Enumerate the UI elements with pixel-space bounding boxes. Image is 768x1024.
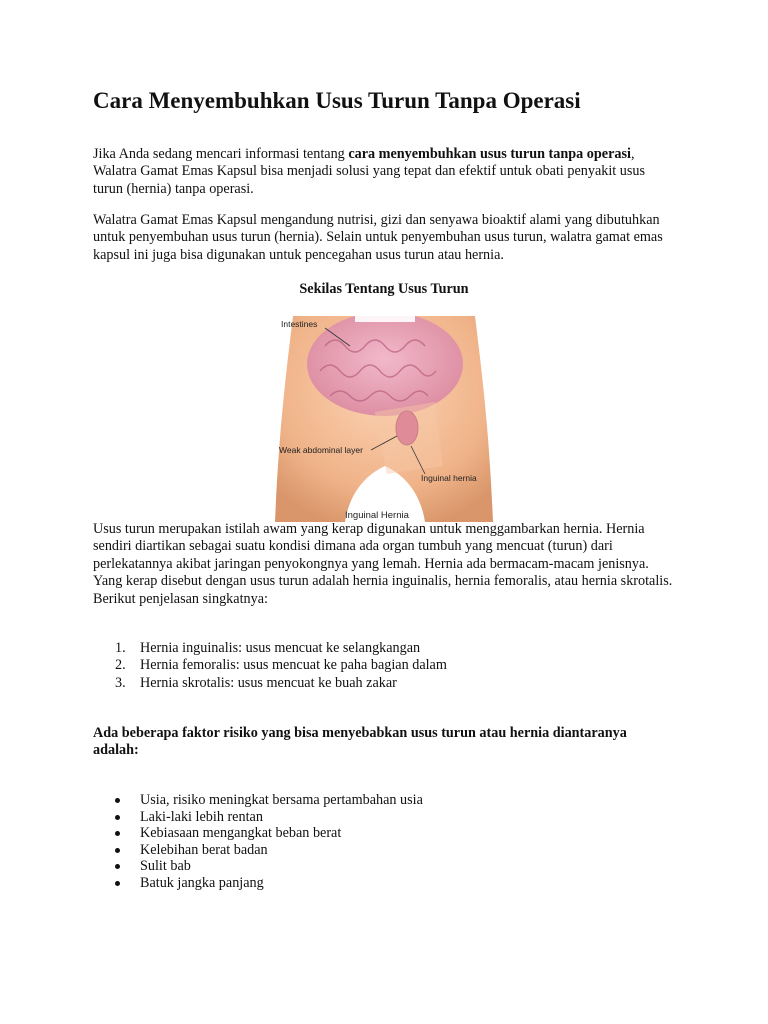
intro-paragraph <box>93 146 675 198</box>
list-item <box>93 825 423 842</box>
risk-factors-heading: Ada beberapa faktor risiko yang bisa menyebabkan usus turun atau hernia diantaranya adalah: <box>93 725 627 759</box>
list-item <box>93 640 447 657</box>
figure-caption: Inguinal Hernia <box>345 510 409 521</box>
list-item <box>93 657 447 674</box>
list-item-text: Laki-laki lebih rentan <box>140 808 263 825</box>
list-item-text: Usia, risiko meningkat bersama pertambahan usia <box>140 792 423 808</box>
bullet-icon <box>115 848 120 853</box>
paragraph-definition: Usus turun merupakan istilah awam yang kerap digunakan untuk menggambarkan hernia. Hernia sendiri diartikan sebagai suatu kondisi dimana ada organ tumbuh yang mencuat (turun) dari perlekatannya akibat jaringan penyokongnya yang lemah. Hernia ada bermacam-macam jenisnya. Yang kerap disebut dengan usus turun adalah hernia inguinalis, hernia femoralis, atau hernia skrotalis. Berikut penjelasan singkatnya: <box>93 521 673 607</box>
intro-text-after: , Walatra Gamat Emas Kapsul bisa menjadi solusi yang tepat dan efektif untuk obati penyakit usus turun (hernia) tanpa operasi. <box>93 146 646 197</box>
bullet-icon <box>115 881 120 886</box>
intro-text-bold: cara menyembuhkan usus turun tanpa operasi <box>348 146 631 162</box>
section-heading: Sekilas Tentang Usus Turun <box>299 281 469 297</box>
list-item-text: Batuk jangka panjang <box>140 874 264 891</box>
hernia-illustration <box>275 316 495 522</box>
page-title: Cara Menyembuhkan Usus Turun Tanpa Operasi <box>93 88 581 113</box>
intestines-shape <box>307 316 463 416</box>
intestines-label-bg <box>355 316 415 322</box>
list-number: 3. <box>115 674 126 691</box>
list-item-text: Hernia skrotalis: usus mencuat ke buah zakar <box>140 674 397 691</box>
weak-abdominal-layer <box>375 402 443 474</box>
list-item <box>93 858 423 875</box>
list-item <box>93 842 423 859</box>
list-item <box>93 792 423 809</box>
list-item-text: Kebiasaan mengangkat beban berat <box>140 825 342 841</box>
label-weak-layer: Weak abdominal layer <box>279 445 363 455</box>
risk-factors-list <box>93 792 423 891</box>
label-inguinal-hernia: Inguinal hernia <box>421 473 477 483</box>
hernia-diagram <box>275 316 495 522</box>
list-number: 1. <box>115 640 126 656</box>
list-item <box>93 875 423 892</box>
hernia-types-list <box>93 640 447 692</box>
list-item <box>93 809 423 826</box>
list-item-text: Hernia inguinalis: usus mencuat ke selangkangan <box>140 640 421 656</box>
list-number: 2. <box>115 657 126 674</box>
list-item-text: Sulit bab <box>140 858 191 874</box>
list-item <box>93 675 447 692</box>
intro-text-before: Jika Anda sedang mencari informasi tentang <box>93 146 349 162</box>
label-intestines: Intestines <box>281 319 318 329</box>
bullet-icon <box>115 815 120 820</box>
bullet-icon <box>115 864 120 869</box>
list-item-text: Hernia femoralis: usus mencuat ke paha bagian dalam <box>140 657 447 674</box>
paragraph-walatra: Walatra Gamat Emas Kapsul mengandung nutrisi, gizi dan senyawa bioaktif alami yang dibutuhkan untuk penyembuhan usus turun (hernia). Selain untuk penyembuhan usus turun, walatra gamat emas kapsul ini juga bisa digunakan untuk pencegahan usus turun atau hernia. <box>93 212 663 263</box>
bullet-icon <box>115 798 120 803</box>
list-item-text: Kelebihan berat badan <box>140 841 268 858</box>
bullet-icon <box>115 831 120 836</box>
